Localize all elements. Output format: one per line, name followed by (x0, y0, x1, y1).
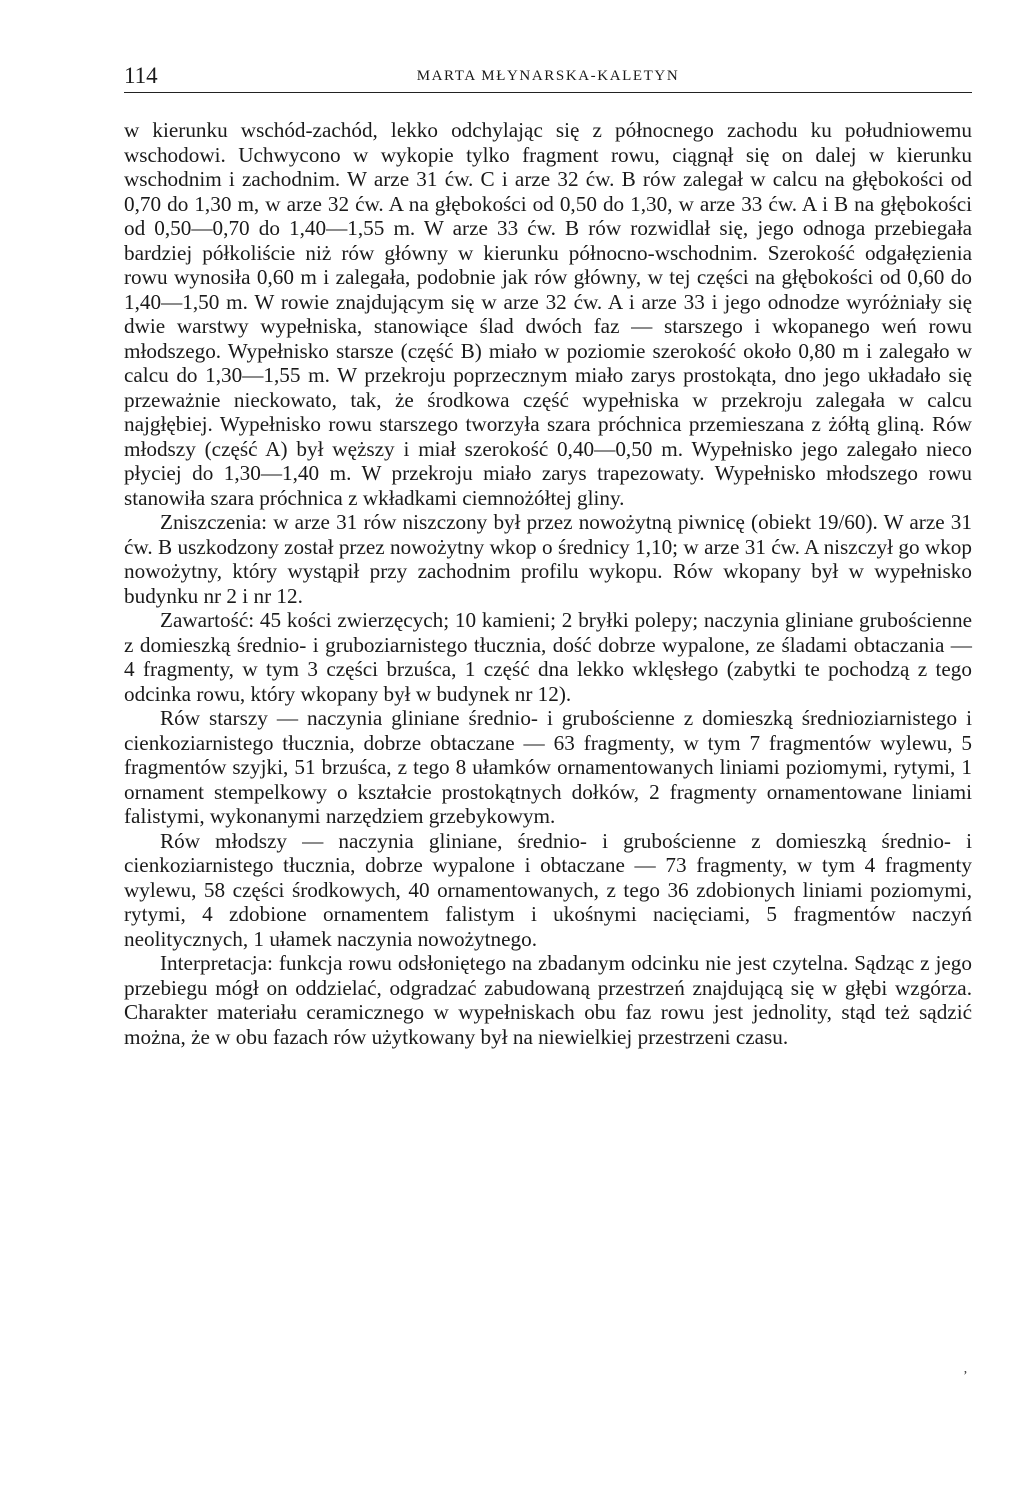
body-text (124, 118, 972, 1049)
paragraph-description: w kierunku wschód-zachód, lekko odchylając się z północnego zachodu ku południowemu wschodowi. Uchwycono w wykopie tylko fragment rowu, ciągnął się on dalej w kierunku wschodnim i zachodnim. W arze 31 ćw. C i arze 32 ćw. B rów zalegał w calcu na głębokości od 0,70 do 1,30 m, w arze 32 ćw. A na głębokości od 0,50 do 1,30, w arze 33 ćw. A i B na głębokości od 0,50—0,70 do 1,40—1,55 m. W arze 33 ćw. B rów rozwidlał się, jego odnoga przebiegała bardziej półkoliście niż rów główny w kierunku północno-wschodnim. Szerokość odgałęzienia rowu wynosiła 0,60 m i zalegała, podobnie jak rów główny, w tej części na głębokości od 0,60 do 1,40—1,50 m. W rowie znajdującym się w arze 32 ćw. A i arze 33 i jego odnodze wyróżniały się dwie warstwy wypełniska, stanowiące ślad dwóch faz — starszego i wkopanego weń rowu młodszego. Wypełnisko starsze (część B) miało w poziomie szerokość około 0,80 m i zalegało w calcu do 1,30—1,55 m. W przekroju poprzecznym miało zarys prostokąta, dno jego układało się przeważnie nieckowato, tak, że środkowa część wypełniska w przekroju zalegała w calcu najgłębiej. Wypełnisko rowu starszego tworzyła szara próchnica przemieszana z żółtą gliną. Rów młodszy (część A) był węższy i miał szerokość 0,40—0,50 m. Wypełnisko jego zalegało nieco płyciej do 1,30—1,40 m. W przekroju miało zarys trapezowaty. Wypełnisko młodszego rowu stanowiła szara próchnica z wkładkami ciemnożółtej gliny. (124, 118, 972, 510)
stray-mark: ’ (963, 1369, 968, 1384)
page-number: 114 (124, 63, 158, 88)
page-header (124, 62, 972, 93)
running-head: MARTA MŁYNARSKA-KALETYN (416, 68, 680, 84)
paragraph-contents: Zawartość: 45 kości zwierzęcych; 10 kamieni; 2 bryłki polepy; naczynia gliniane grubościenne z domieszką średnio- i gruboziarnistego tłucznia, dość dobrze wypalone, ze śladami obtaczania — 4 fragmenty, w tym 3 części brzuśca, 1 część dna lekko wklęsłego (zabytki te pochodzą z tego odcinka rowu, który wkopany był w budynek nr 12). (124, 608, 972, 706)
paragraph-interpretation: Interpretacja: funkcja rowu odsłoniętego na zbadanym odcinku nie jest czytelna. Sądząc z jego przebiegu mógł on oddzielać, odgradzać zabudowaną przestrzeń znajdującą się w głębi wzgórza. Charakter materiału ceramicznego w wypełniskach obu faz rowu jest jednolity, stąd też sądzić można, że w obu fazach rów użytkowany był na niewielkiej przestrzeni czasu. (124, 951, 972, 1049)
paragraph-older-ditch: Rów starszy — naczynia gliniane średnio- i grubościenne z domieszką średnioziarnistego i cienkoziarnistego tłucznia, dobrze obtaczane — 63 fragmenty, w tym 7 fragmentów wylewu, 5 fragmentów szyjki, 51 brzuśca, z tego 8 ułamków ornamentowanych liniami poziomymi, rytymi, 1 ornament stempelkowy o kształcie prostokątnych dołków, 2 fragmenty ornamentowane liniami falistymi, wykonanymi narzędziem grzebykowym. (124, 706, 972, 828)
paragraph-destruction: Zniszczenia: w arze 31 rów niszczony był przez nowożytną piwnicę (obiekt 19/60). W arze 31 ćw. B uszkodzony został przez nowożytny wkop o średnicy 1,10; w arze 31 ćw. A niszczył go wkop nowożytny, który wystąpił przy zachodnim profilu wykopu. Rów wkopany był w wypełnisko budynku nr 2 i nr 12. (124, 510, 972, 608)
paragraph-younger-ditch: Rów młodszy — naczynia gliniane, średnio- i grubościenne z domieszką średnio- i cienkoziarnistego tłucznia, dobrze wypalone i obtaczane — 73 fragmenty, w tym 4 fragmenty wylewu, 58 części środkowych, 40 ornamentowanych, z tego 36 zdobionych liniami poziomymi, rytymi, 4 zdobione ornamentem falistym i ukośnymi nacięciami, 5 fragmentów naczyń neolitycznych, 1 ułamek naczynia nowożytnego. (124, 828, 972, 951)
